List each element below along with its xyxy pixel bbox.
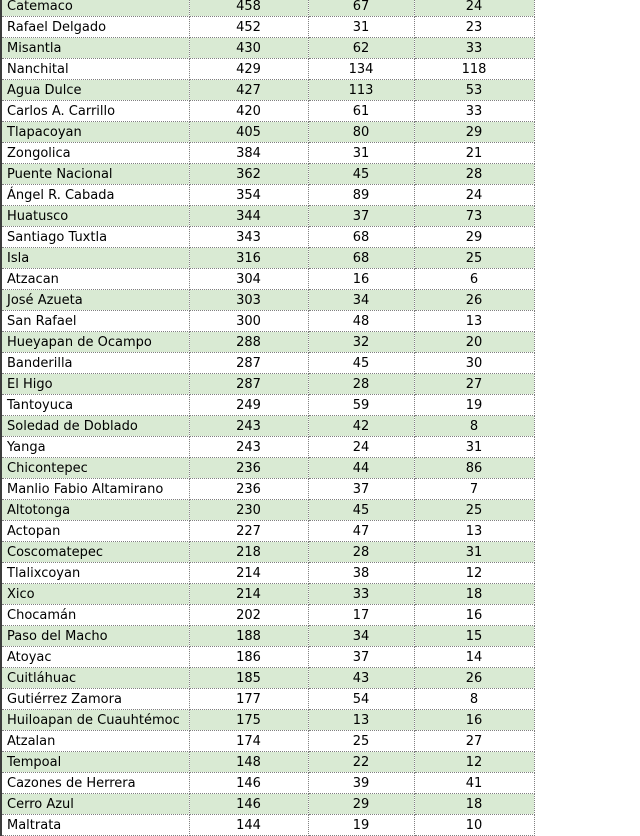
row-value1-cell: 174 [189, 731, 308, 752]
row-value3-cell: 31 [414, 437, 534, 458]
row-name-cell: Soledad de Doblado [1, 416, 189, 437]
row-name-cell: Huiloapan de Cuauhtémoc [1, 710, 189, 731]
row-value2-cell: 22 [308, 752, 414, 773]
row-value2-cell: 34 [308, 626, 414, 647]
row-value3-cell: 16 [414, 710, 534, 731]
row-value2-cell: 45 [308, 353, 414, 374]
row-value3-cell: 15 [414, 626, 534, 647]
row-value1-cell: 214 [189, 563, 308, 584]
row-value2-cell: 34 [308, 290, 414, 311]
row-name-cell: Yanga [1, 437, 189, 458]
row-name-cell: Tantoyuca [1, 395, 189, 416]
row-value3-cell: 27 [414, 374, 534, 395]
row-value3-cell: 8 [414, 416, 534, 437]
row-value1-cell: 243 [189, 437, 308, 458]
row-value2-cell: 47 [308, 521, 414, 542]
table-row [1, 458, 534, 479]
row-value2-cell: 89 [308, 185, 414, 206]
row-value3-cell: 29 [414, 227, 534, 248]
table-row [1, 605, 534, 626]
row-name-cell: Agua Dulce [1, 80, 189, 101]
row-value3-cell: 21 [414, 143, 534, 164]
table-row [1, 815, 534, 836]
row-value1-cell: 175 [189, 710, 308, 731]
table-row [1, 584, 534, 605]
table-row [1, 563, 534, 584]
row-value3-cell: 24 [414, 0, 534, 17]
row-value1-cell: 287 [189, 353, 308, 374]
row-value1-cell: 236 [189, 479, 308, 500]
row-name-cell: Cerro Azul [1, 794, 189, 815]
row-name-cell: Gutiérrez Zamora [1, 689, 189, 710]
row-value2-cell: 28 [308, 542, 414, 563]
table-row [1, 101, 534, 122]
row-value2-cell: 32 [308, 332, 414, 353]
table-row [1, 395, 534, 416]
table-row [1, 311, 534, 332]
row-name-cell: Hueyapan de Ocampo [1, 332, 189, 353]
row-value1-cell: 185 [189, 668, 308, 689]
table-row [1, 626, 534, 647]
row-value1-cell: 202 [189, 605, 308, 626]
row-value2-cell: 13 [308, 710, 414, 731]
table-body [1, 0, 534, 836]
table-row [1, 227, 534, 248]
table-row [1, 794, 534, 815]
row-value3-cell: 14 [414, 647, 534, 668]
row-name-cell: Santiago Tuxtla [1, 227, 189, 248]
row-name-cell: Nanchital [1, 59, 189, 80]
row-name-cell: Paso del Macho [1, 626, 189, 647]
row-value1-cell: 243 [189, 416, 308, 437]
row-name-cell: Puente Nacional [1, 164, 189, 185]
row-value1-cell: 427 [189, 80, 308, 101]
table-row [1, 668, 534, 689]
row-value2-cell: 37 [308, 206, 414, 227]
row-name-cell: Zongolica [1, 143, 189, 164]
table-row [1, 59, 534, 80]
row-name-cell: Misantla [1, 38, 189, 59]
row-value1-cell: 304 [189, 269, 308, 290]
row-name-cell: Atzalan [1, 731, 189, 752]
row-value3-cell: 12 [414, 752, 534, 773]
row-value2-cell: 31 [308, 143, 414, 164]
row-value2-cell: 37 [308, 647, 414, 668]
row-value2-cell: 19 [308, 815, 414, 836]
row-value2-cell: 67 [308, 0, 414, 17]
row-value3-cell: 6 [414, 269, 534, 290]
row-value2-cell: 16 [308, 269, 414, 290]
table-row [1, 248, 534, 269]
table-row [1, 542, 534, 563]
row-value1-cell: 354 [189, 185, 308, 206]
table-row [1, 437, 534, 458]
row-value3-cell: 23 [414, 17, 534, 38]
row-value3-cell: 73 [414, 206, 534, 227]
row-value1-cell: 227 [189, 521, 308, 542]
row-value1-cell: 429 [189, 59, 308, 80]
row-value3-cell: 20 [414, 332, 534, 353]
table-row [1, 164, 534, 185]
row-value1-cell: 458 [189, 0, 308, 17]
row-value3-cell: 28 [414, 164, 534, 185]
row-value2-cell: 80 [308, 122, 414, 143]
row-value3-cell: 16 [414, 605, 534, 626]
row-value3-cell: 25 [414, 500, 534, 521]
row-value1-cell: 420 [189, 101, 308, 122]
table-row [1, 185, 534, 206]
row-value1-cell: 230 [189, 500, 308, 521]
table-row [1, 332, 534, 353]
row-name-cell: Atoyac [1, 647, 189, 668]
row-name-cell: Catemaco [1, 0, 189, 17]
table-row [1, 353, 534, 374]
row-value1-cell: 236 [189, 458, 308, 479]
row-value3-cell: 31 [414, 542, 534, 563]
row-name-cell: Banderilla [1, 353, 189, 374]
table-row [1, 731, 534, 752]
row-value3-cell: 29 [414, 122, 534, 143]
row-value2-cell: 28 [308, 374, 414, 395]
row-value2-cell: 45 [308, 500, 414, 521]
row-value3-cell: 18 [414, 794, 534, 815]
table-row [1, 17, 534, 38]
row-value1-cell: 288 [189, 332, 308, 353]
row-value3-cell: 7 [414, 479, 534, 500]
row-value3-cell: 33 [414, 38, 534, 59]
row-name-cell: Cazones de Herrera [1, 773, 189, 794]
table-row [1, 773, 534, 794]
row-value2-cell: 37 [308, 479, 414, 500]
table-row [1, 374, 534, 395]
row-value2-cell: 45 [308, 164, 414, 185]
row-value3-cell: 118 [414, 59, 534, 80]
row-name-cell: Chocamán [1, 605, 189, 626]
row-value3-cell: 86 [414, 458, 534, 479]
row-value2-cell: 39 [308, 773, 414, 794]
row-value1-cell: 214 [189, 584, 308, 605]
row-value1-cell: 303 [189, 290, 308, 311]
row-value3-cell: 12 [414, 563, 534, 584]
row-value2-cell: 43 [308, 668, 414, 689]
row-value1-cell: 344 [189, 206, 308, 227]
table-row [1, 269, 534, 290]
row-value3-cell: 24 [414, 185, 534, 206]
row-value3-cell: 25 [414, 248, 534, 269]
row-value1-cell: 300 [189, 311, 308, 332]
row-value1-cell: 146 [189, 794, 308, 815]
row-name-cell: Tempoal [1, 752, 189, 773]
row-value1-cell: 249 [189, 395, 308, 416]
row-name-cell: San Rafael [1, 311, 189, 332]
row-value2-cell: 29 [308, 794, 414, 815]
row-name-cell: Isla [1, 248, 189, 269]
row-value2-cell: 44 [308, 458, 414, 479]
row-value2-cell: 134 [308, 59, 414, 80]
row-value3-cell: 26 [414, 290, 534, 311]
row-value1-cell: 287 [189, 374, 308, 395]
row-value2-cell: 33 [308, 584, 414, 605]
row-value1-cell: 316 [189, 248, 308, 269]
row-value2-cell: 68 [308, 248, 414, 269]
row-value1-cell: 148 [189, 752, 308, 773]
row-name-cell: Altotonga [1, 500, 189, 521]
row-value2-cell: 17 [308, 605, 414, 626]
table-row [1, 143, 534, 164]
row-value1-cell: 188 [189, 626, 308, 647]
row-value2-cell: 31 [308, 17, 414, 38]
table-row [1, 710, 534, 731]
row-value2-cell: 38 [308, 563, 414, 584]
row-name-cell: Actopan [1, 521, 189, 542]
row-value3-cell: 18 [414, 584, 534, 605]
table-row [1, 80, 534, 101]
row-name-cell: Coscomatepec [1, 542, 189, 563]
row-name-cell: Tlapacoyan [1, 122, 189, 143]
row-name-cell: Atzacan [1, 269, 189, 290]
table-row [1, 0, 534, 17]
row-value2-cell: 54 [308, 689, 414, 710]
row-value3-cell: 33 [414, 101, 534, 122]
row-value2-cell: 59 [308, 395, 414, 416]
row-value1-cell: 144 [189, 815, 308, 836]
row-value1-cell: 362 [189, 164, 308, 185]
row-value3-cell: 27 [414, 731, 534, 752]
row-value3-cell: 19 [414, 395, 534, 416]
row-value2-cell: 62 [308, 38, 414, 59]
row-value2-cell: 25 [308, 731, 414, 752]
table-row [1, 647, 534, 668]
row-name-cell: Cuitláhuac [1, 668, 189, 689]
row-name-cell: Maltrata [1, 815, 189, 836]
row-value2-cell: 113 [308, 80, 414, 101]
row-value2-cell: 68 [308, 227, 414, 248]
row-value3-cell: 13 [414, 311, 534, 332]
row-value1-cell: 218 [189, 542, 308, 563]
row-value1-cell: 177 [189, 689, 308, 710]
table-row [1, 290, 534, 311]
table-row [1, 752, 534, 773]
row-value2-cell: 42 [308, 416, 414, 437]
row-name-cell: Chicontepec [1, 458, 189, 479]
row-value1-cell: 430 [189, 38, 308, 59]
table-row [1, 689, 534, 710]
table-row [1, 416, 534, 437]
row-value3-cell: 53 [414, 80, 534, 101]
row-value1-cell: 186 [189, 647, 308, 668]
row-value2-cell: 48 [308, 311, 414, 332]
row-name-cell: José Azueta [1, 290, 189, 311]
row-value3-cell: 26 [414, 668, 534, 689]
row-value2-cell: 61 [308, 101, 414, 122]
row-name-cell: Ángel R. Cabada [1, 185, 189, 206]
table-row [1, 479, 534, 500]
row-value2-cell: 24 [308, 437, 414, 458]
row-value3-cell: 13 [414, 521, 534, 542]
row-name-cell: El Higo [1, 374, 189, 395]
row-name-cell: Xico [1, 584, 189, 605]
table-row [1, 521, 534, 542]
table-row [1, 38, 534, 59]
row-value1-cell: 452 [189, 17, 308, 38]
table-row [1, 500, 534, 521]
row-value1-cell: 405 [189, 122, 308, 143]
table-row [1, 122, 534, 143]
row-value3-cell: 8 [414, 689, 534, 710]
row-value1-cell: 343 [189, 227, 308, 248]
row-value1-cell: 146 [189, 773, 308, 794]
table-row [1, 206, 534, 227]
row-value3-cell: 30 [414, 353, 534, 374]
row-value1-cell: 384 [189, 143, 308, 164]
row-name-cell: Carlos A. Carrillo [1, 101, 189, 122]
row-name-cell: Tlalixcoyan [1, 563, 189, 584]
row-name-cell: Huatusco [1, 206, 189, 227]
row-name-cell: Manlio Fabio Altamirano [1, 479, 189, 500]
row-value3-cell: 41 [414, 773, 534, 794]
row-value3-cell: 10 [414, 815, 534, 836]
row-name-cell: Rafael Delgado [1, 17, 189, 38]
